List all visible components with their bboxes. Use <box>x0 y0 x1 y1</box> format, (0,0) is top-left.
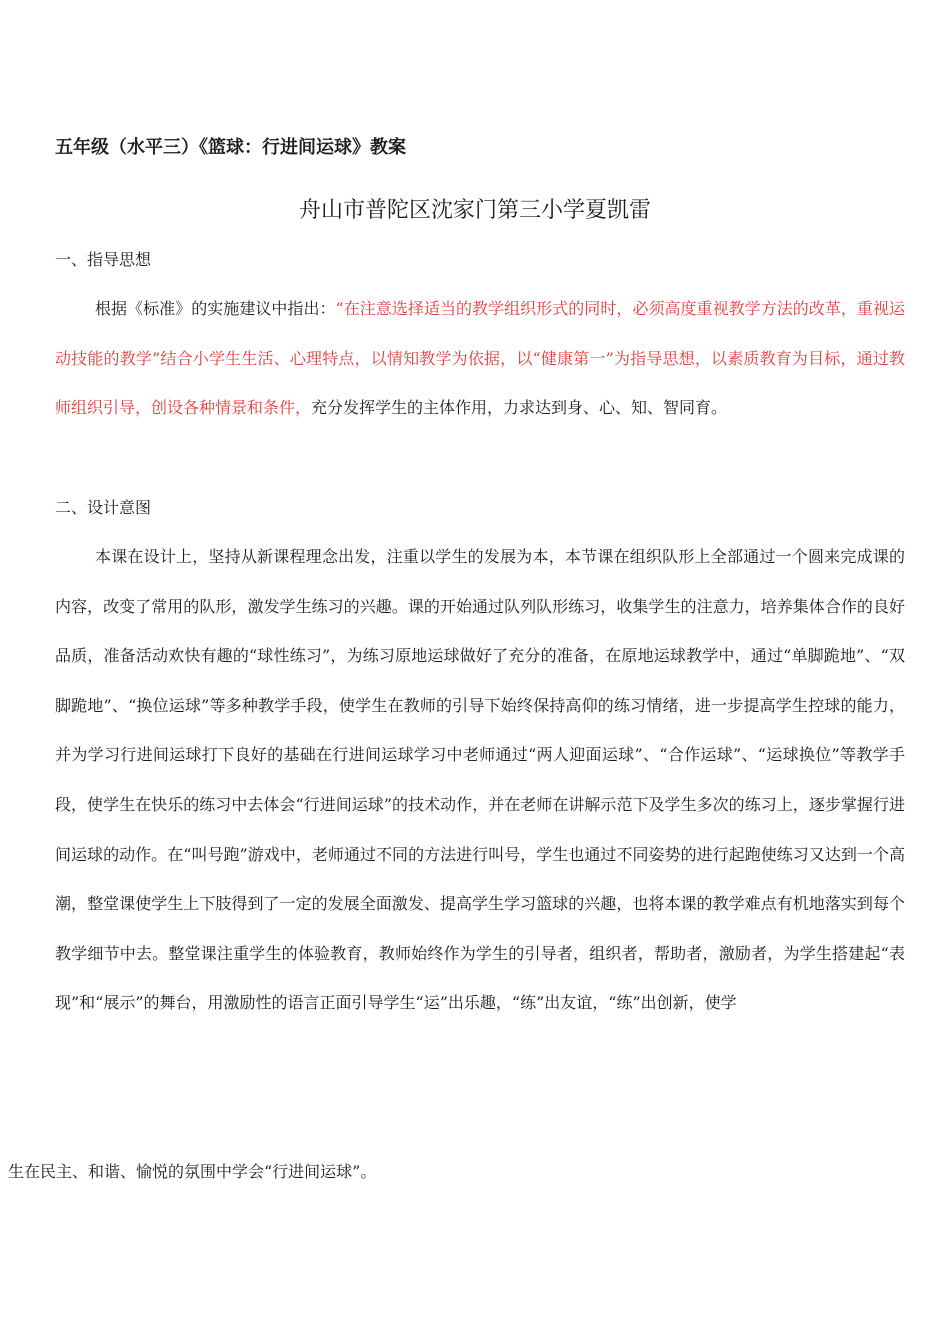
paragraph-continuation: 生在民主、和谐、愉悦的氛围中学会“行进间运球”。 <box>8 1162 377 1181</box>
paragraph-design-intent: 本课在设计上，坚持从新课程理念出发，注重以学生的发展为本，本节课在组织队形上全部通过一个圆来完成课的内容，改变了常用的队形，激发学生练习的兴趣。课的开始通过队列队形练习，收集学生的注意力，培养集体合作的良好品质，准备活动欢快有趣的“球性练习”，为练习原地运球做好了充分的准备，在原地运球教学中，通过“单脚跪地”、“双脚跪地”、“换位运球”等多种教学手段，使学生在教师的引导下始终保持高仰的练习情绪，进一步提高学生控球的能力，并为学习行进间运球打下良好的基础在行进间运球学习中老师通过“两人迎面运球”、“合作运球”、“运球换位”等教学手段，使学生在快乐的练习中去体会“行进间运球”的技术动作，并在老师在讲解示范下及学生多次的练习上，逐步掌握行进间运球的动作。在“叫号跑”游戏中，老师通过不同的方法进行叫号，学生也通过不同姿势的进行起跑使练习又达到一个高潮，整堂课使学生上下肢得到了一定的发展全面激发、提高学生学习篮球的兴趣，也将本课的教学难点有机地落实到每个教学细节中去。整堂课注重学生的体验教育，教师始终作为学生的引导者，组织者，帮助者，激励者，为学生搭建起“表现”和“展示”的舞台，用激励性的语言正面引导学生“运”出乐趣，“练”出友谊，“练”出创新，使学 <box>55 547 905 1013</box>
paragraph-text-conclusion: 充分发挥学生的主体作用，力求达到身、心、知、智同育。 <box>311 398 728 418</box>
highlighted-quote: “在注意选择适当的教学组织形式的同时，必须高度重视教学方法的改革，重视运动技能的教学”结合小学生生活、心理特点，以情知教学为依据，以“健康第一”为指导思想，以素质教育为目标，通过教师组织引导，创设各种情景和条件， <box>55 299 905 418</box>
section-heading-design-intent: 二、设计意图 <box>55 498 152 517</box>
paragraph-text-intro: 根据《标准》的实施建议中指出： <box>95 299 336 318</box>
paragraph-guiding-ideology <box>55 284 905 433</box>
document-title: 五年级（水平三）《篮球：行进间运球》教案 <box>55 137 406 158</box>
author-line: 舟山市普陀区沈家门第三小学夏凯雷 <box>298 198 651 223</box>
section-heading-guiding-ideology: 一、指导思想 <box>55 250 152 269</box>
